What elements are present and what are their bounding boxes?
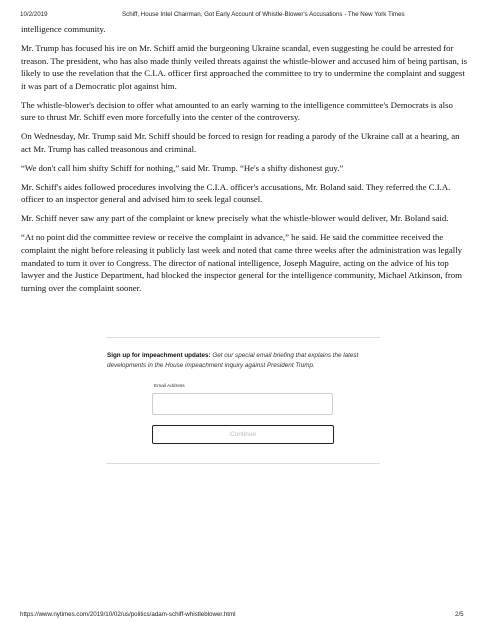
article-paragraph: “At no point did the committee review or receive the complaint in advance,” he said. He said the committee received the complaint the night before releasing it publicly last week and noted that came three weeks after the administration was legally mandated to turn it over to Congress. The director of national intelligence, Joseph Maguire, acting on the advice of his top lawyer and the Justice Department, had blocked the inspector general for the intelligence community, Michael Atkinson, from turning over the complaint sooner. <box>21 232 462 293</box>
article-paragraph: The whistle-blower's decision to offer what amounted to an early warning to the intelligence committee's Democrats is also sure to thrust Mr. Schiff even more forcefully into the center of the controversy. <box>21 99 453 123</box>
newsletter-promo <box>107 351 392 370</box>
article-paragraph: Mr. Schiff never saw any part of the complaint or knew precisely what the whistle-blower would deliver, Mr. Boland said. <box>21 213 449 224</box>
newsletter-top-divider <box>106 337 380 338</box>
article-paragraph: Mr. Trump has focused his ire on Mr. Schiff amid the burgeoning Ukraine scandal, even suggesting he could be arrested for treason. The president, who has also made thinly veiled threats against the whistle-blower and accused him of being partisan, is likely to use the revelation that the C.I.A. officer first approached the committee to try to undermine the complaint and suggest it was part of a Democratic plot against him. <box>21 42 467 91</box>
print-page-title: Schiff, House Intel Chairman, Got Early Account of Whistle-Blower's Accusations - The New York Times <box>122 11 405 18</box>
article-paragraph: intelligence community. <box>21 24 106 34</box>
continue-button[interactable]: Continue <box>152 425 334 444</box>
newsletter-heading: Sign up for impeachment updates: <box>107 352 211 359</box>
print-footer <box>0 611 487 621</box>
print-page-number: 2/5 <box>455 611 464 618</box>
article-paragraph: “We don't call him shifty Schiff for nothing,” said Mr. Trump. “He's a shifty dishonest guy.” <box>21 162 344 173</box>
print-url: https://www.nytimes.com/2019/10/02/us/politics/adam-schiff-whistleblower.html <box>20 611 236 618</box>
newsletter-bottom-divider <box>106 463 380 464</box>
article-paragraph: On Wednesday, Mr. Trump said Mr. Schiff should be forced to resign for reading a parody of the Ukraine call at a hearing, an act Mr. Trump has called treasonous and criminal. <box>21 131 460 154</box>
article-body <box>21 23 467 301</box>
print-header <box>0 11 487 21</box>
email-field[interactable] <box>152 393 333 415</box>
newsletter-description: Get our special email briefing that explains the latest developments in the House impeachment inquiry against President Trump. <box>107 352 359 369</box>
print-date: 10/2/2019 <box>20 11 48 18</box>
article-paragraph: Mr. Schiff's aides followed procedures involving the C.I.A. officer's accusations, Mr. Boland said. They referred the C.I.A. officer to an inspector general and advised him to seek legal counsel. <box>21 181 451 205</box>
email-field-label: Email Address <box>154 384 185 389</box>
